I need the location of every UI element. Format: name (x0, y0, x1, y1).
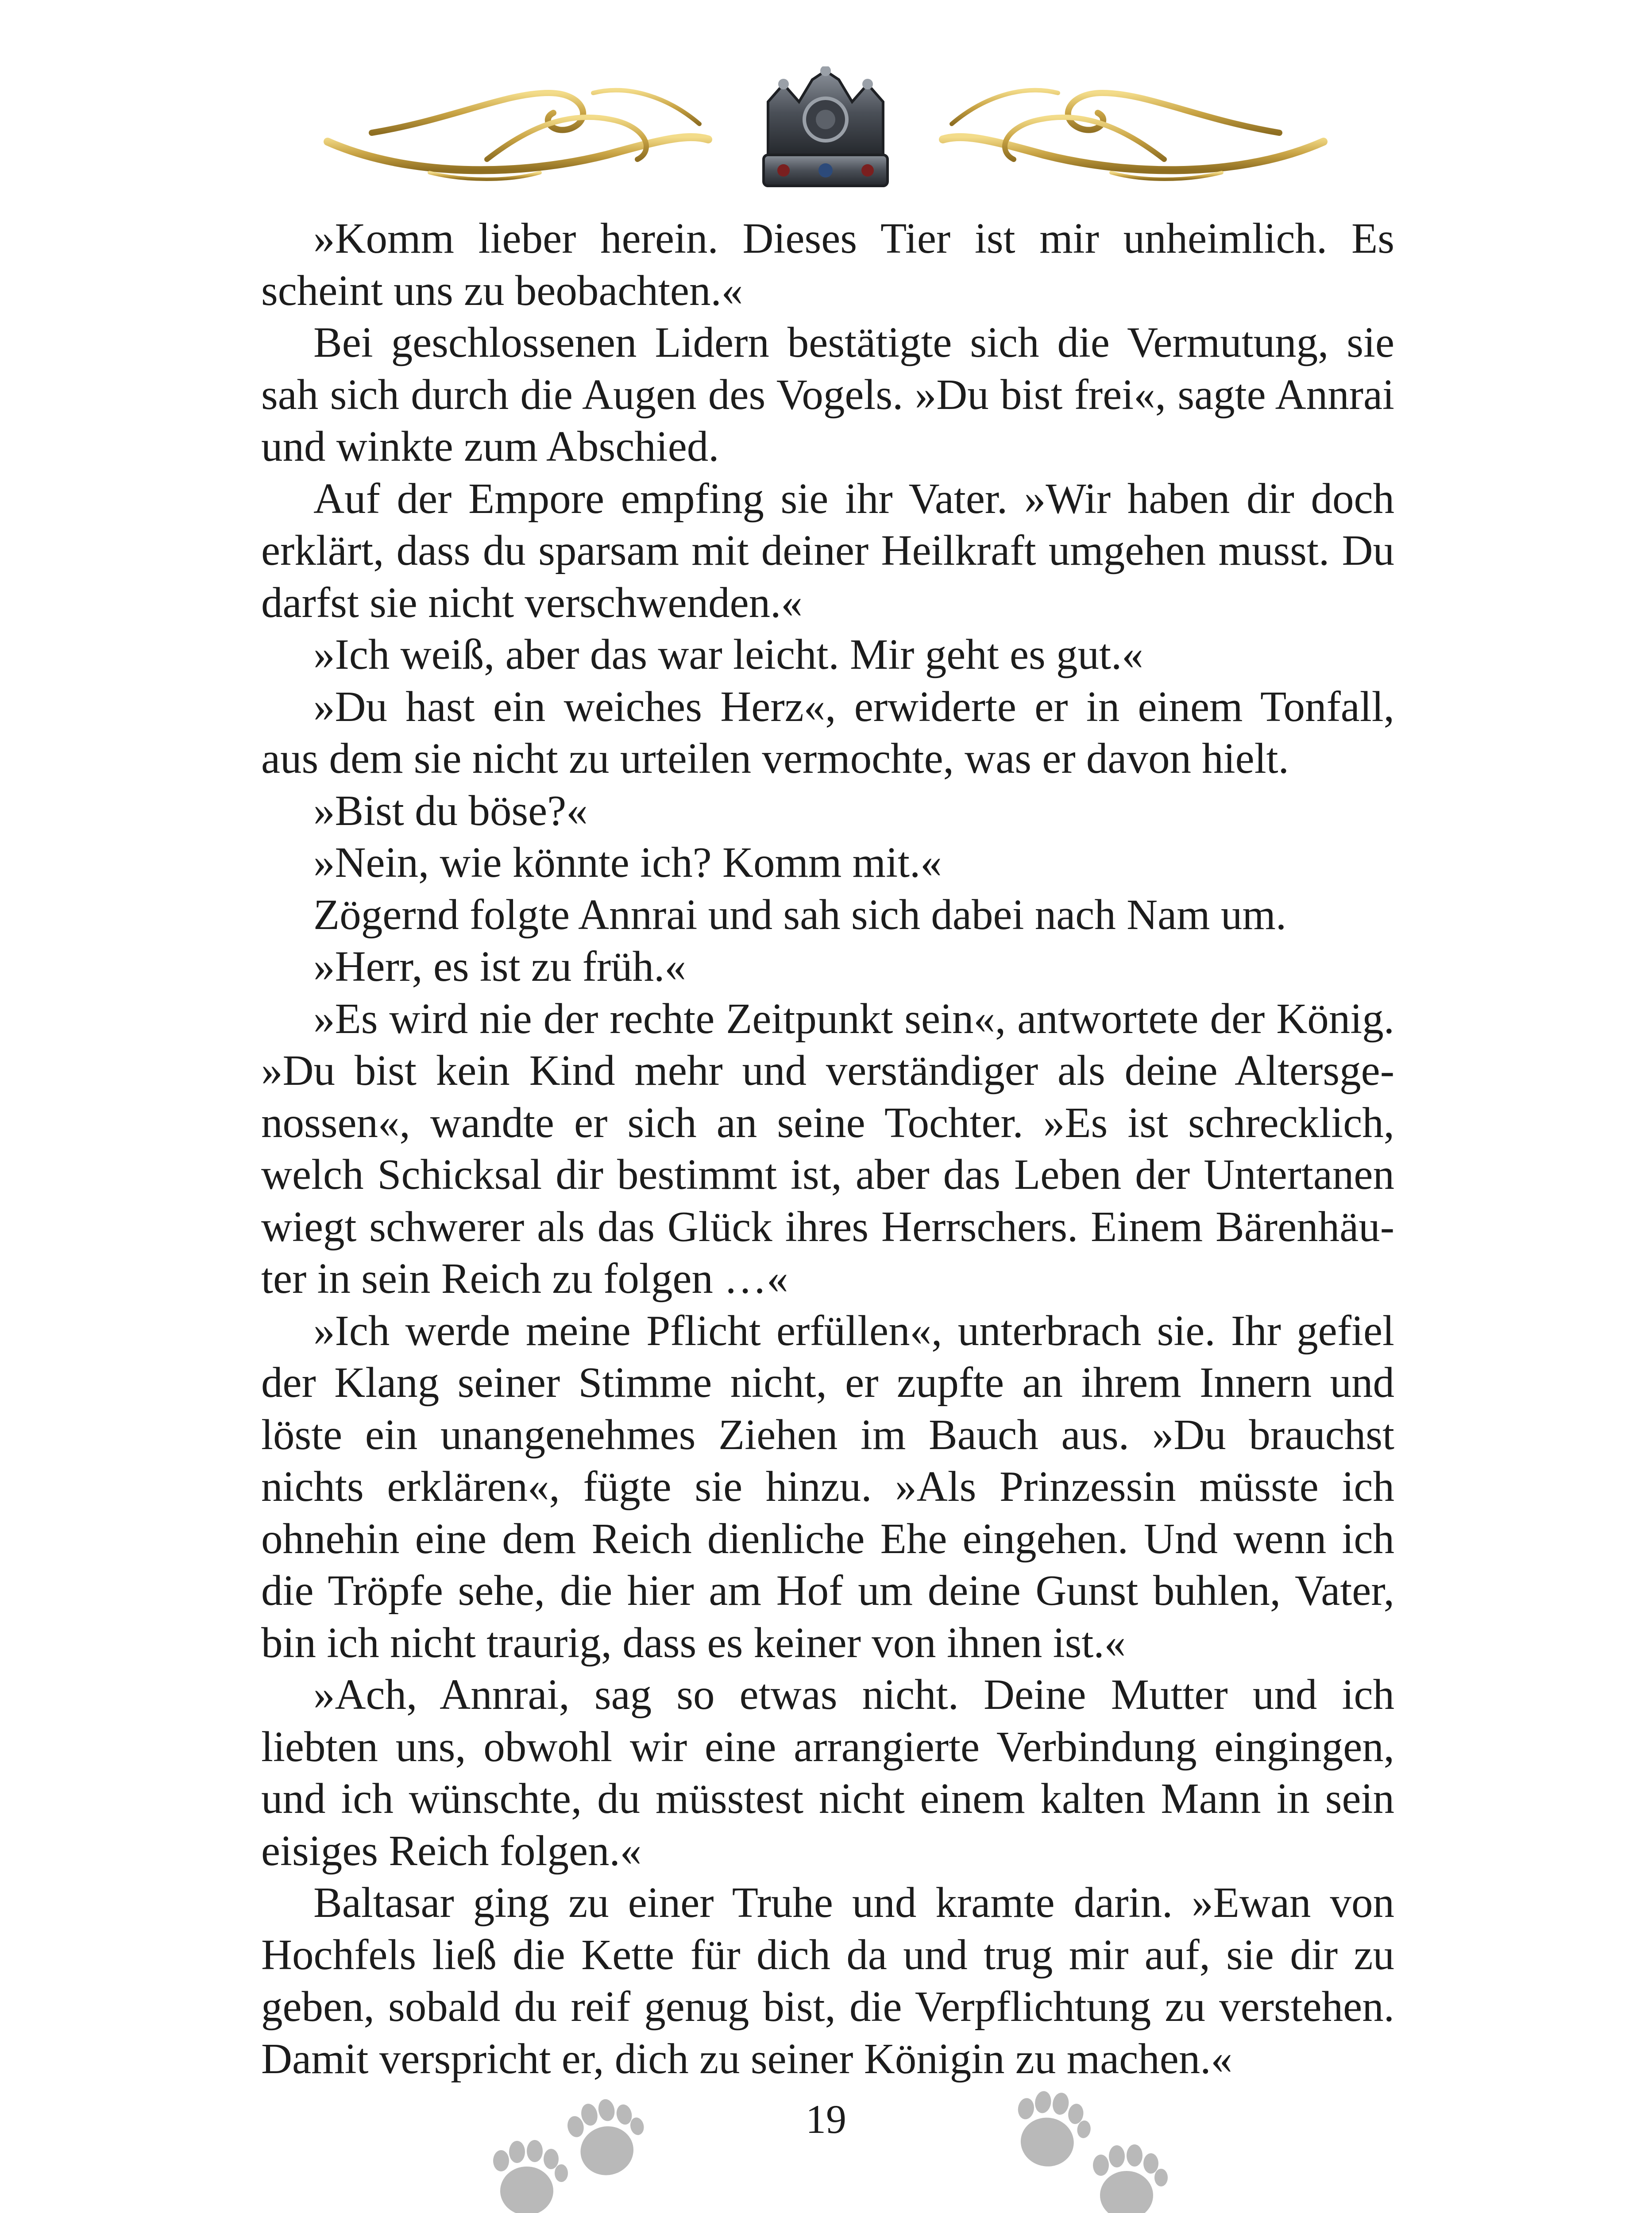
crown-icon (764, 66, 888, 186)
body-text (261, 212, 1394, 2085)
crown-ornament-icon (319, 66, 1332, 199)
page-number: 19 (806, 2097, 846, 2142)
paw-prints-right-icon (1000, 2089, 1186, 2213)
paragraph: »Ich werde meine Pflicht erfüllen«, unterbrach sie. Ihr gefiel der Klang seiner Stimme nicht, er zupfte an ihrem Innern und löste ein unangenehmes Ziehen im Bauch aus. »Du brauchst nichts erklären«, fügte sie hinzu. »Als Prinzessin müsste ich ohnehin eine dem Reich dienliche Ehe eingehen. Und wenn ich die Tröpfe sehe, die hier am Hof um deine Gunst buhlen, Vater, bin ich nicht traurig, dass es keiner von ihnen ist.« (261, 1307, 1394, 1666)
left-flourish-icon (328, 90, 708, 179)
paragraph: »Bist du böse?« (313, 787, 588, 834)
right-flourish-icon (943, 90, 1324, 179)
paragraph: »Herr, es ist zu früh.« (313, 943, 686, 990)
paragraph: »Du hast ein weiches Herz«, erwiderte er in einem Tonfall, aus dem sie nicht zu urteilen vermochte, was er davon hielt. (261, 682, 1394, 782)
paragraph: »Ach, Annrai, sag so etwas nicht. Deine Mutter und ich liebten uns, obwohl wir eine arrangierte Verbindung eingingen, und ich wünschte, du müsstest nicht einem kalten Mann in sein eisiges Reich folgen.« (261, 1671, 1394, 1874)
paragraph: Zögernd folgte Annrai und sah sich dabei nach Nam um. (313, 891, 1287, 938)
paragraph: Baltasar ging zu einer Truhe und kramte darin. »Ewan von Hochfels ließ die Kette für dich da und trug mir auf, sie dir zu geben, sobald du reif genug bist, die Verpflichtung zu verstehen. Damit verspricht er, dich zu seiner Königin zu machen.« (261, 1879, 1394, 2082)
paragraph: »Es wird nie der rechte Zeitpunkt sein«, antwortete der König. »Du bist kein Kind mehr und verständiger als deine Altersgenossen«, wandte er sich an seine Tochter. »Es ist schrecklich, welch Schicksal dir bestimmt ist, aber das Leben der Untertanen wiegt schwerer als das Glück ihres Herrschers. Einem Bärenhäuter in sein Reich zu folgen …« (261, 995, 1394, 1302)
paragraph: »Nein, wie könnte ich? Komm mit.« (313, 839, 942, 886)
paragraph: Auf der Empore empfing sie ihr Vater. »Wir haben dir doch erklärt, dass du sparsam mit deiner Heilkraft umgehen musst. Du darfst sie nicht verschwenden.« (261, 474, 1394, 626)
paragraph: »Ich weiß, aber das war leicht. Mir geht es gut.« (313, 631, 1143, 678)
paragraph: »Komm lieber herein. Dieses Tier ist mir unheimlich. Es scheint uns zu beobachten.« (261, 215, 1394, 314)
paragraph: Bei geschlossenen Lidern bestätigte sich die Vermutung, sie sah sich durch die Augen des Vogels. »Du bist frei«, sagte Annrai und winkte zum Abschied. (261, 319, 1394, 470)
